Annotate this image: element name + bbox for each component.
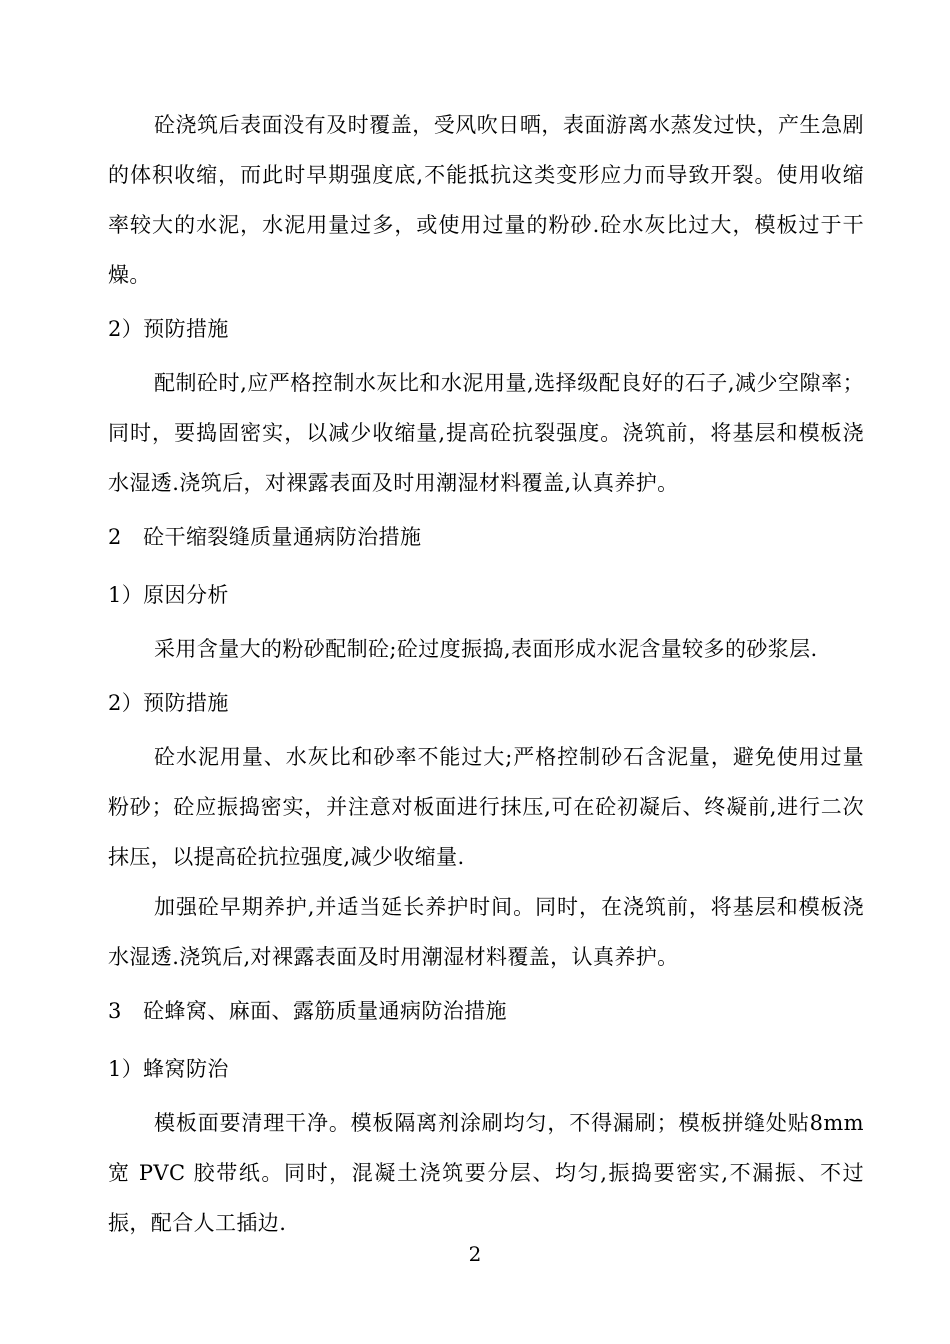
document-body xyxy=(108,100,864,1248)
section-heading-2: 2 砼干缩裂缝质量通病防治措施 xyxy=(108,525,422,549)
section-heading-3: 3 砼蜂窝、麻面、露筋质量通病防治措施 xyxy=(108,999,507,1023)
paragraph-cause-analysis: 采用含量大的粉砂配制砼;砼过度振捣,表面形成水泥含量较多的砂浆层. xyxy=(154,637,818,661)
paragraph-prevention-1: 配制砼时,应严格控制水灰比和水泥用量,选择级配良好的石子,减少空隙率；同时，要捣固密实，以减少收缩量,提高砼抗裂强度。浇筑前，将基层和模板浇水湿透.浇筑后，对裸露表面及时用潮湿材料覆盖,认真养护。 xyxy=(108,371,864,495)
paragraph-honeycomb: 模板面要清理干净。模板隔离剂涂刷均匀，不得漏刷；模板拼缝处贴8mm宽 PVC 胶带纸。同时，混凝土浇筑要分层、均匀,振捣要密实,不漏振、不过振，配合人工插边. xyxy=(108,1111,864,1235)
heading-honeycomb: 1）蜂窝防治 xyxy=(108,1057,229,1081)
page-number: 2 xyxy=(468,1242,482,1266)
paragraph-cause-description: 砼浇筑后表面没有及时覆盖，受风吹日晒，表面游离水蒸发过快，产生急剧的体积收缩，而此时早期强度底,不能抵抗这类变形应力而导致开裂。使用收缩率较大的水泥，水泥用量过多，或使用过量的粉砂.砼水灰比过大，模板过于干燥。 xyxy=(108,113,864,287)
paragraph-prevention-2b: 加强砼早期养护,并适当延长养护时间。同时，在浇筑前，将基层和模板浇水湿透.浇筑后,对裸露表面及时用潮湿材料覆盖，认真养护。 xyxy=(108,895,864,969)
heading-prevention-2: 2）预防措施 xyxy=(108,691,229,715)
heading-prevention-1: 2）预防措施 xyxy=(108,317,229,341)
heading-cause-analysis: 1）原因分析 xyxy=(108,583,229,607)
paragraph-prevention-2a: 砼水泥用量、水灰比和砂率不能过大;严格控制砂石含泥量，避免使用过量粉砂；砼应振捣密实，并注意对板面进行抹压,可在砼初凝后、终凝前,进行二次抹压，以提高砼抗拉强度,减少收缩量. xyxy=(108,745,864,869)
